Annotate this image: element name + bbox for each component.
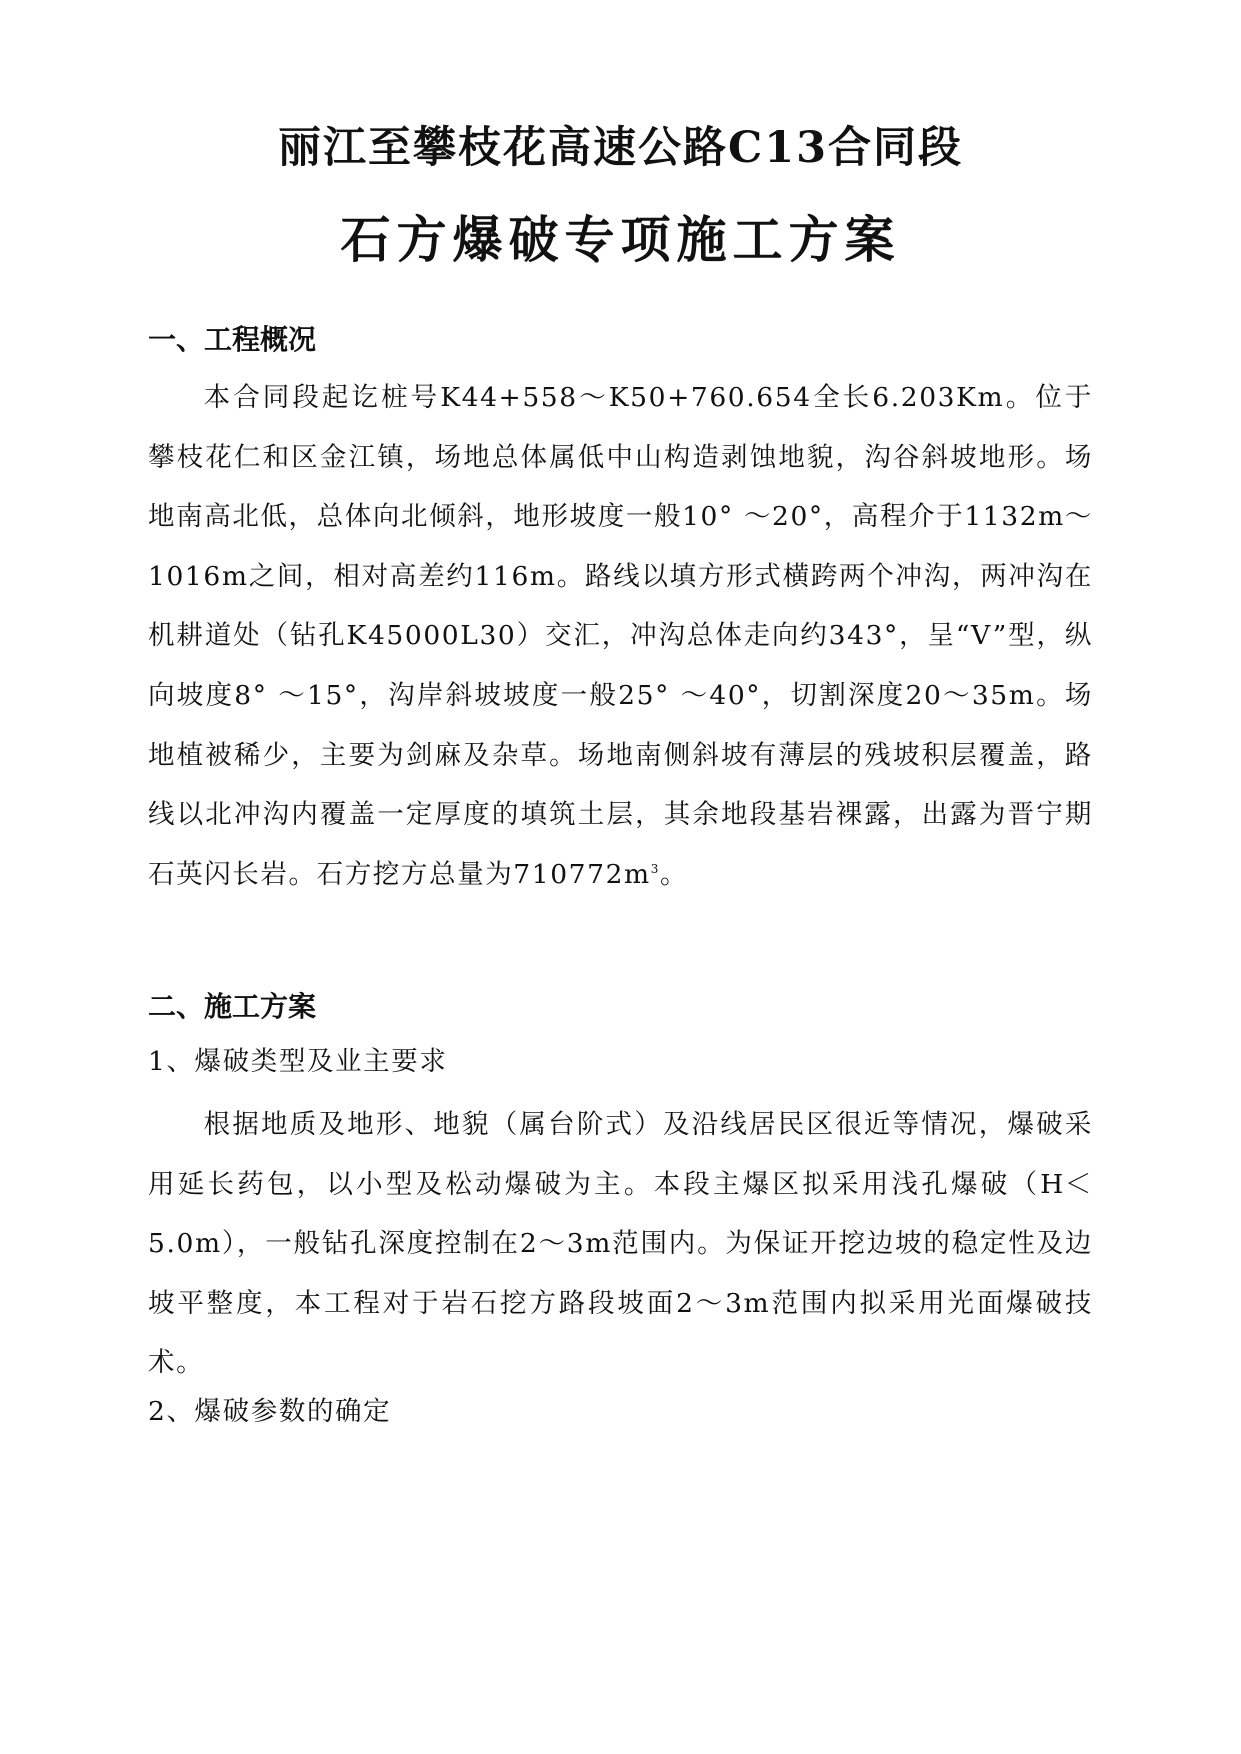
section1-paragraph	[148, 368, 1093, 904]
section2-paragraph: 根据地质及地形、地貌（属台阶式）及沿线居民区很近等情况，爆破采用延长药包，以小型及松动爆破为主。本段主爆区拟采用浅孔爆破（H＜5.0m），一般钻孔深度控制在2～3m范围内。为保证开挖边坡的稳定性及边坡平整度，本工程对于岩石挖方路段坡面2～3m范围内拟采用光面爆破技术。	[148, 1109, 1093, 1379]
document-title-line1: 丽江至攀枝花高速公路C13合同段	[277, 123, 964, 173]
cubic-superscript: 3	[650, 861, 661, 876]
section2-item1: 1、爆破类型及业主要求	[148, 1046, 448, 1077]
section1-paragraph-text: 本合同段起讫桩号K44+558～K50+760.654全长6.203Km。位于攀枝花仁和区金江镇，场地总体属低中山构造剥蚀地貌，沟谷斜坡地形。场地南高北低，总体向北倾斜，地形坡度一般10° ～20°，高程介于1132m～1016m之间，相对高差约116m。路线以填方形式横跨两个冲沟，两冲沟在机耕道处（钻孔K45000L30）交汇，冲沟总体走向约343°，呈“V”型，纵向坡度8° ～15°，沟岸斜坡坡度一般25° ～40°，切割深度20～35m。场地植被稀少，主要为剑麻及杂草。场地南侧斜坡有薄层的残坡积层覆盖，路线以北冲沟内覆盖一定厚度的填筑土层，其余地段基岩裸露，出露为晋宁期石英闪长岩。石方挖方总量为710772m	[148, 382, 1093, 890]
section1-heading: 一、工程概况	[148, 323, 317, 356]
section2-item2: 2、爆破参数的确定	[148, 1396, 392, 1427]
section2-heading: 二、施工方案	[148, 990, 317, 1023]
section1-paragraph-end: 。	[660, 858, 689, 890]
document-title-line2: 石方爆破专项施工方案	[340, 210, 901, 269]
